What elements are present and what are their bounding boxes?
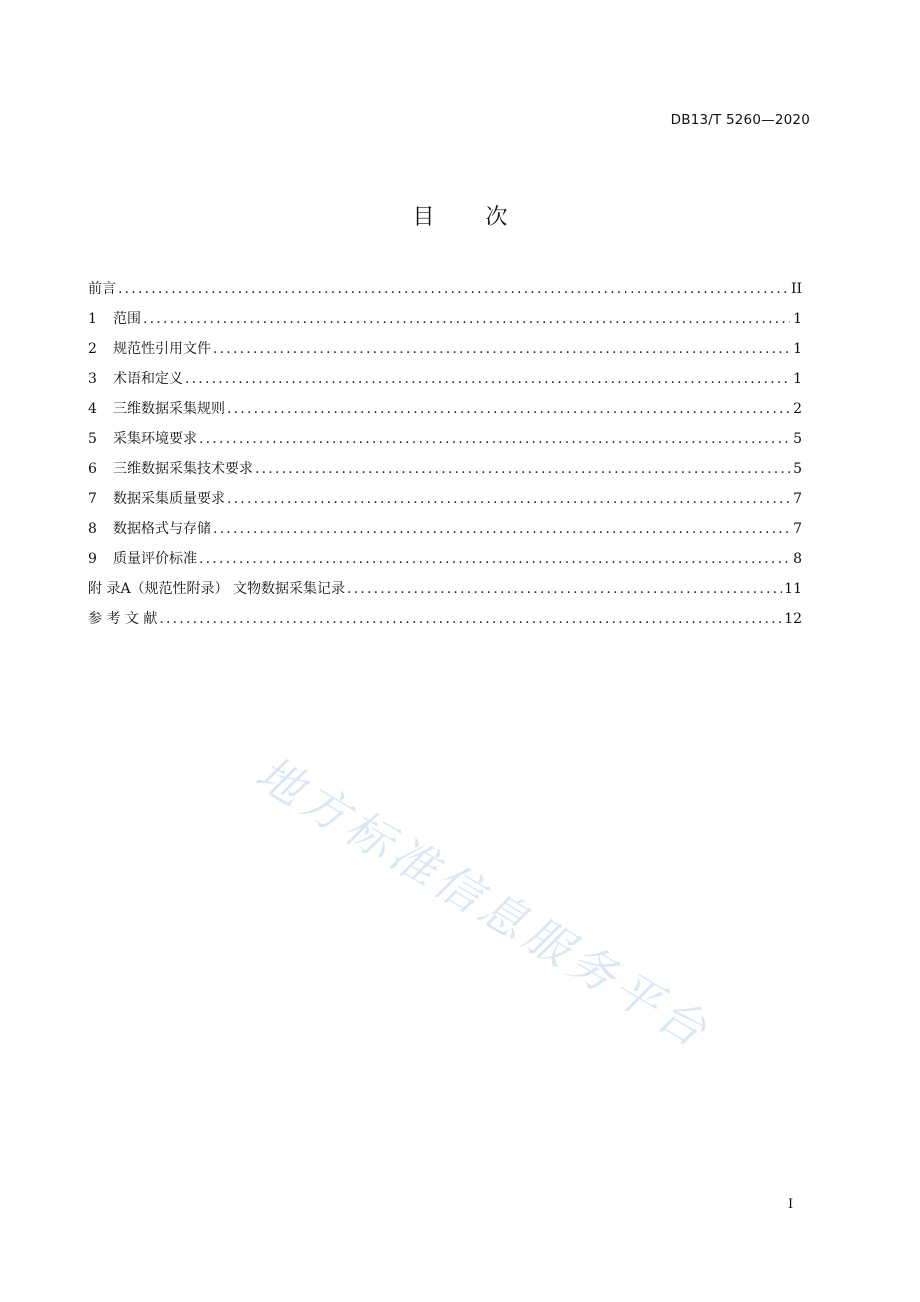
toc-entry-5[interactable]: [88, 428, 802, 458]
toc-entry-page: 7: [793, 521, 802, 537]
toc-entry-page: 5: [793, 431, 802, 447]
toc-entry-label: 三维数据采集技术要求: [113, 461, 253, 477]
toc-entry-label: 前言: [88, 281, 116, 297]
toc-entry-page: 8: [793, 551, 802, 567]
toc-entry-page: 11: [784, 581, 802, 597]
toc-entry-label: 质量评价标准: [113, 551, 197, 567]
toc-entry-6[interactable]: [88, 458, 802, 488]
toc-leader-dots: [255, 461, 790, 477]
toc-entry-9[interactable]: [88, 548, 802, 578]
toc-leader-dots: [118, 281, 789, 297]
toc-entry-page: 7: [793, 491, 802, 507]
toc-entry-4[interactable]: [88, 398, 802, 428]
toc-entry-preface[interactable]: [88, 278, 802, 308]
toc-entry-label: 规范性引用文件: [113, 341, 211, 357]
toc-leader-dots: [347, 581, 782, 597]
toc-entry-number: 8: [88, 521, 97, 537]
toc-leader-dots: [159, 611, 782, 627]
toc-leader-dots: [185, 371, 790, 387]
toc-entry-label: 参 考 文 献: [88, 611, 158, 627]
toc-entry-label: 范围: [113, 311, 141, 327]
toc-leader-dots: [143, 311, 790, 327]
toc-entry-number: 5: [88, 431, 97, 447]
toc-entry-7[interactable]: [88, 488, 802, 518]
toc-entry-number: 2: [88, 341, 97, 357]
toc-entry-bibliography[interactable]: [88, 608, 802, 638]
toc-entry-1[interactable]: [88, 308, 802, 338]
table-of-contents: [88, 278, 802, 638]
toc-entry-label: 术语和定义: [113, 371, 183, 387]
toc-entry-page: 1: [793, 371, 802, 387]
toc-entry-number: 7: [88, 491, 97, 507]
toc-entry-page: 1: [793, 311, 802, 327]
watermark: 地方标准信息服务平台: [246, 745, 721, 1060]
toc-entry-number: 4: [88, 401, 97, 417]
toc-leader-dots: [227, 401, 790, 417]
page-number: I: [788, 1197, 794, 1212]
toc-entry-page: 5: [793, 461, 802, 477]
toc-leader-dots: [199, 551, 790, 567]
toc-leader-dots: [199, 431, 790, 447]
toc-entry-label: 采集环境要求: [113, 431, 197, 447]
toc-entry-page: 2: [793, 401, 802, 417]
toc-entry-label: 三维数据采集规则: [113, 401, 225, 417]
toc-entry-label: 数据格式与存储: [113, 521, 211, 537]
toc-entry-page: 1: [793, 341, 802, 357]
toc-entry-page: II: [790, 281, 802, 297]
toc-leader-dots: [213, 521, 790, 537]
toc-entry-2[interactable]: [88, 338, 802, 368]
toc-entry-number: 9: [88, 551, 97, 567]
toc-entry-label: 数据采集质量要求: [113, 491, 225, 507]
toc-entry-number: 3: [88, 371, 97, 387]
toc-entry-number: 1: [88, 311, 97, 327]
standard-code: DB13/T 5260—2020: [670, 112, 810, 128]
toc-entry-page: 12: [784, 611, 802, 627]
toc-entry-appendix-a[interactable]: [88, 578, 802, 608]
toc-entry-8[interactable]: [88, 518, 802, 548]
toc-entry-number: 6: [88, 461, 97, 477]
toc-entry-label: 附 录A（规范性附录） 文物数据采集记录: [88, 581, 346, 597]
toc-leader-dots: [213, 341, 790, 357]
toc-leader-dots: [227, 491, 790, 507]
page-title: 目 次: [412, 205, 530, 230]
toc-entry-3[interactable]: [88, 368, 802, 398]
